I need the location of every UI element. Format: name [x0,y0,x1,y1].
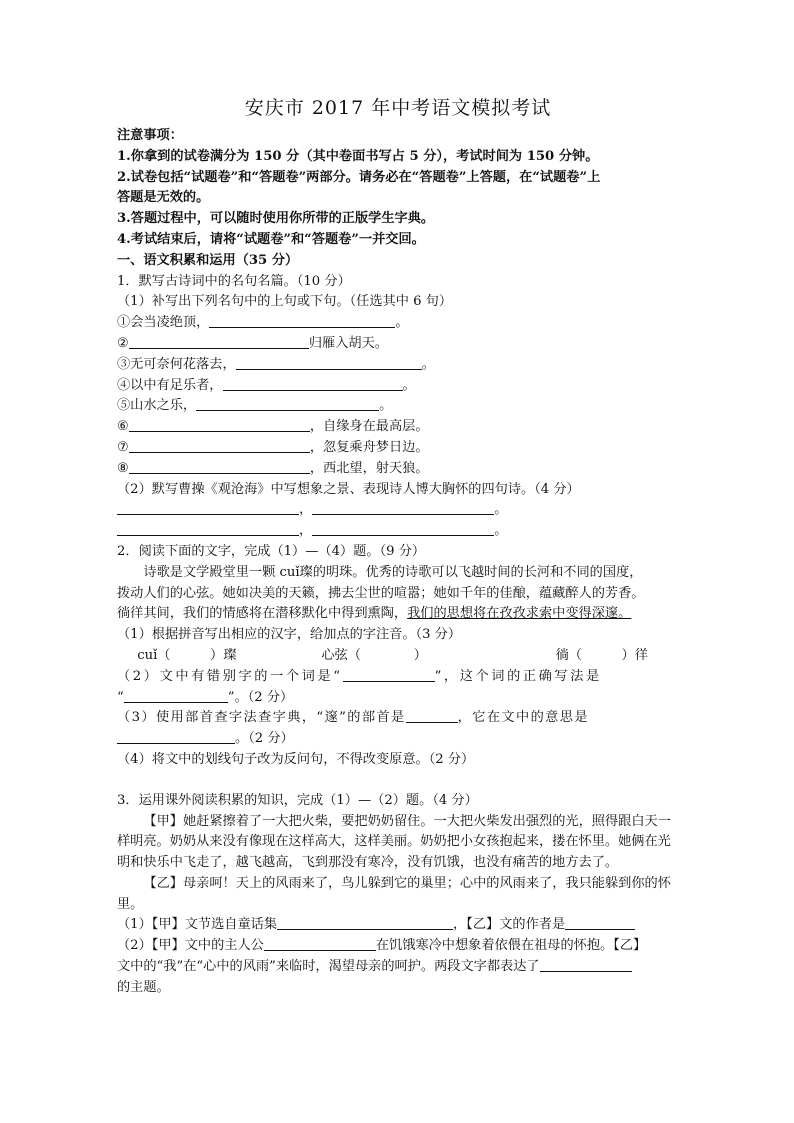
q1-item-8 [117,459,679,480]
q1-poem-row-2 [117,521,679,542]
q2-sub2-tail: ”。（2 分） [227,689,294,705]
item-suffix: ，忽复乘舟梦日边。 [309,439,429,455]
q1-stem: 1．默写古诗词中的名句名篇。（10 分） [117,273,351,289]
item-suffix: 。 [421,356,435,372]
q3-sub2 [117,936,679,957]
q3-sub1-text-2: ，【乙】文的作者是 [453,917,566,933]
answer-blank[interactable] [264,936,376,951]
q1-item-5 [117,396,679,417]
item-suffix: 。 [395,315,409,331]
answer-blank[interactable] [312,500,494,515]
period: 。 [494,523,508,539]
q2-passage-line-1: 诗歌是文学殿堂里一颗 cuǐ璨的明珠。优秀的诗歌可以飞越时间的长河和不同的国度， [143,564,643,580]
answer-blank[interactable] [565,915,635,930]
q2-sub4: （4）将文中的划线句子改为反问句，不得改变原意。（2 分） [117,751,475,767]
q1-item-7 [117,438,679,459]
q2-passage-line-3 [117,604,679,625]
notice-line-2: 2.试卷包括“试题卷”和“答题卷”两部分。请务必在“答题卷”上答题，在“试题卷”上 [117,169,601,185]
answer-blank[interactable] [196,396,379,411]
q1-item-1 [117,313,679,334]
q2-sub1-items [117,646,679,667]
answer-blank[interactable] [540,957,632,972]
q2-passage-line-2: 拨动人们的心弦。她如决美的天籁，拂去尘世的喧嚣；她如千年的佳酿，蕴藏醉人的芳香。 [117,585,645,601]
item-suffix: 。 [379,398,393,414]
pinyin-item-2: 心弦（ ） [321,647,427,663]
item-prefix: ② [117,335,129,351]
item-prefix: ④以中有足乐者， [117,377,223,393]
answer-blank[interactable] [209,313,395,328]
q2-sub2-text: （2）文中有错别字的一个词是“ [117,668,343,684]
comma: ， [299,523,313,539]
q3-passage-yi: 【乙】母亲呵！天上的风雨来了，鸟儿躲到它的巢里；心中的风雨来了，我只能躲到你的怀里。 [117,875,671,912]
exam-paper [117,96,679,999]
q2-sub3 [117,708,679,729]
item-prefix: ⑥ [117,419,129,435]
exam-title: 安庆市 2017 年中考语文模拟考试 [244,97,552,119]
item-suffix: ，西北望，射天狼。 [309,460,429,476]
q2-sub1: （1）根据拼音写出相应的汉字，给加点的字注音。（3 分） [117,627,462,643]
answer-blank[interactable] [223,376,403,391]
q3-sub1 [117,915,679,936]
q2-sub3-text-2: ，它在文中的意思是 [457,710,589,726]
q3-sub2-cont [117,957,679,978]
item-suffix: ，自缘身在最高层。 [309,419,429,435]
underlined-sentence: 我们的思想将在孜孜求索中变得深邃。 [407,606,632,622]
q2-sub2-text-2: ”，这个词的正确写法是 [434,668,602,684]
notice-line-3: 3.答题过程中，可以随时使用你所带的正版学生字典。 [117,211,435,227]
notice-line-2-cont: 答题是无效的。 [117,190,210,206]
q3-sub2-text-3: 文中的“我”在“心中的风雨”来临时，渴望母亲的呵护。两段文字都表达了 [117,959,540,975]
answer-blank[interactable] [124,688,228,703]
q1-item-3 [117,355,679,376]
q3-stem: 3．运用课外阅读积累的知识，完成（1）—（2）题。（4 分） [117,792,478,808]
item-prefix: ⑦ [117,439,129,455]
q3-passage-jia: 【甲】她赶紧擦着了一大把火柴，要把奶奶留住。一大把火柴发出强烈的光，照得跟白天一样明亮。奶奶从来没有像现在这样高大，这样美丽。奶奶把小女孩抱起来，搂在怀里。她俩在光明和快乐中飞走了，越飞越高，飞到那没有寒冷，没有饥饿，也没有痛苦的地方去了。 [117,813,671,871]
q3-sub2-text-2: 在饥饿寒冷中想象着依偎在祖母的怀抱。【乙】 [375,938,647,954]
pinyin-item-1: cuǐ（ ）璨 [137,647,237,663]
answer-blank[interactable] [236,355,422,370]
q2-sub3-tail: 。（2 分） [235,731,294,747]
notice-line-4: 4.考试结束后，请将“试题卷”和“答题卷”一并交回。 [117,231,425,247]
answer-blank[interactable] [117,521,299,536]
answer-blank[interactable] [343,667,435,682]
item-prefix: ③无可奈何花落去， [117,356,236,372]
answer-blank[interactable] [117,729,235,744]
item-prefix: ⑧ [117,460,129,476]
passage-text: 徜徉其间，我们的情感将在潜移默化中得到熏陶， [117,606,408,622]
answer-blank[interactable] [406,708,458,723]
q2-sub2 [117,667,679,688]
q3-sub2-text: （2）【甲】文中的主人公 [117,938,264,954]
q3-sub2-tail: 的主题。 [117,979,170,995]
q2-sub2-cont [117,688,679,709]
item-suffix: 。 [402,377,416,393]
q2-sub3-text: （3）使用部首查字法查字典，“邃”的部首是 [117,710,406,726]
answer-blank[interactable] [129,438,310,453]
item-prefix: ⑤山水之乐， [117,398,197,414]
q1-item-6 [117,417,679,438]
answer-blank[interactable] [129,459,310,474]
answer-blank[interactable] [129,417,310,432]
q1-item-4 [117,376,679,397]
notice-line-1: 1.你拿到的试卷满分为 150 分（其中卷面书写占 5 分），考试时间为 150 分钟。 [117,148,599,164]
q1-item-2 [117,334,679,355]
period: 。 [494,502,508,518]
item-suffix: 归雁入胡天。 [308,335,388,351]
q1-poem-row-1 [117,500,679,521]
open-quote: “ [117,689,124,705]
answer-blank[interactable] [312,521,494,536]
q1-sub2: （2）默写曹操《观沧海》中写想象之景、表现诗人博大胸怀的四句诗。（4 分） [117,481,580,497]
q1-sub1: （1）补写出下列名句中的上句或下句。（任选其中 6 句） [117,294,453,310]
pinyin-item-3: 徜（ ）徉 [555,647,648,663]
section-1-heading: 一、语文积累和运用（35 分） [117,252,299,268]
notice-heading: 注意事项： [117,128,183,143]
answer-blank[interactable] [117,500,299,515]
q3-sub1-text: （1）【甲】文节选自童话集 [117,917,278,933]
answer-blank[interactable] [277,915,453,930]
q2-stem: 2．阅读下面的文字，完成（1）—（4）题。（9 分） [117,543,426,559]
comma: ， [299,502,313,518]
q2-sub3-cont [117,729,679,750]
item-prefix: ①会当凌绝顶， [117,315,210,331]
answer-blank[interactable] [129,334,309,349]
